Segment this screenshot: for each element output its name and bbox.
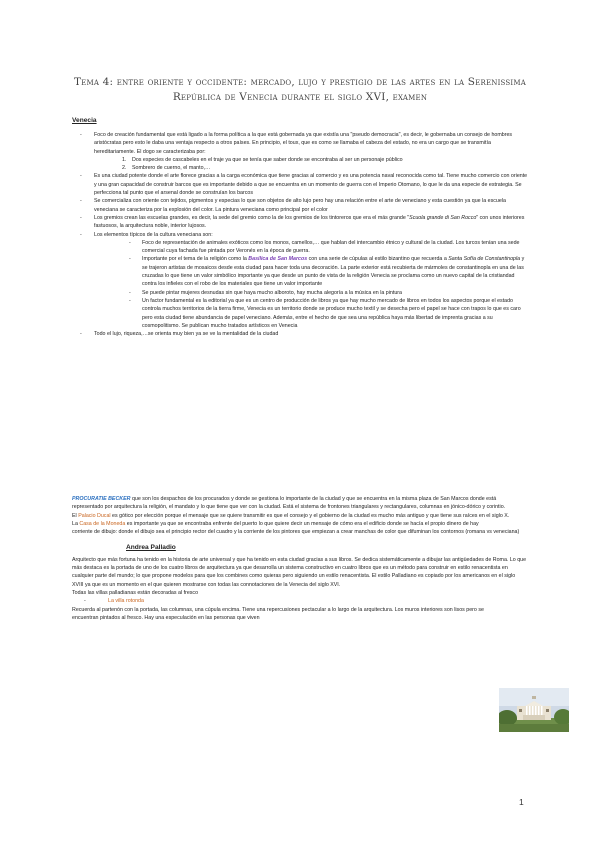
palacio-ducal-link[interactable]: Palacio Ducal	[78, 512, 111, 519]
sub-list-item: - Se puede pintar mujeres desnudas sin que haya mucho alboroto, hay mucha alegoría a la música en la pintura	[129, 289, 403, 296]
list-item: - La villa rotonda	[84, 598, 144, 605]
basilica-link[interactable]: Basílica de San Marcos	[248, 256, 308, 263]
venecia-section	[72, 131, 528, 338]
paragraph: Arquitecto que más fortuna ha tenido en la historia de arte universal y que ha tenido en esta ciudad gracias a sus libros. Se dedica sistemáticamente a dibujar las antigüedades de Roma. Lo que más destaca es la portada de uno de los cuatro libros de arquitectura ya que desarrolla un sistema constructivo en cuatro libros que es un método para construir en estilo renacentista en cualquier parte del mundo; lo que propone modelos para que los combines como quieras pero siguiendo un estilo renacentista. El estilo Palladiano es copiado por los americanos en el siglo XVIII ya que es un momento en el que quieren mostrarse con todas las connotaciones de la Venecia del siglo XVI.	[72, 556, 527, 588]
list-item: - Es una ciudad potente donde el arte florece gracias a la carga económica que tiene gracias al comercio y es una potencia naval reconocida como tal. Tiene mucho comercio con oriente y una gran capacidad de construir barcos que es importante debido a que se encuentra en un momento de guerra con el Imperio Otomano, lo que le da una especie de estrategia. Se perfecciona tal punto que el arsenal donde se construían los barcos	[80, 173, 528, 197]
sub-bullet-text: con una serie de cúpulas al estilo bizantino que recuerda a	[307, 256, 449, 263]
page-number: 1	[519, 797, 524, 807]
ordered-text: Sombrero de cuerno, el manto,…	[132, 165, 211, 172]
sub-bullet-text: Se puede pintar mujeres desnudas sin que haya mucho alboroto, hay mucha alegoría a la música en la pintura	[142, 289, 403, 296]
villa-rotonda-illustration	[499, 688, 569, 732]
procuratie-link[interactable]: PROCURATIE BECKER	[72, 496, 131, 502]
ordered-text: Dos especies de cascabeles en el traje ya que se tenía que saber donde se encontraba al ser un personaje público	[132, 156, 403, 163]
sub-list-item: - Foco de representación de animales exóticos como los monos, camellos,… que hablan del intercambio étnico y cultural de la ciudad. Los turcos tenían una sede comercial cuya fachada fue pintada por Veronés en la época de guerra.	[129, 239, 520, 255]
paragraph-text: que son los despachos de los procurados y donde se gestiona lo importante de la ciudad y que se encuentra en la misma plaza de San Marcos donde está representado por arquitectura la religión, el mandato y lo que tiene que ver con la ciudad. Está el sistema de frontones triangulares y rectangulares, columnas en jónico-dórico y corintio.	[72, 496, 506, 511]
paragraph: Todas las villas palladianas están decoradas al fresco	[72, 589, 199, 596]
sub-list-item: - Importante por el tema de la religión como la Basílica de San Marcos con una serie de cúpulas al estilo bizantino que recuerda a Santa Sofía de Constantinopla y se trajeron artistas de mosaicos desde esta ciudad para hacer toda una decoración. La parte exterior está recubierta de mármoles de constantinopla en una de las cruzadas lo que tiene un valor simbólico importante ya que desde un punto de vista de la religión Venecia se proclama como un nuevo capital de la cristiandad contra los infieles con el robo de los materiales que tiene un valor importante	[129, 256, 525, 288]
list-item: - Los gremios crean las escuelas grandes, es decir, la sede del gremio como la de los gremios de los tintoreros que era el más grande "Scuola grande di San Rocco" con unos interiores fastuosos, la arquitectura noble, interior lujosos.	[80, 214, 525, 230]
bullet-text: Se comercializa con oriente con tejidos, pigmentos y especias lo que son objetos de alto lujo pero hay una relación entre el arte de veneciano y esta cuestión ya que la escuela veneciana se caracteriza por la explosión del color. La pintura veneciana como principal por el color	[94, 198, 506, 213]
santa-sofia-name: Santa Sofía de Constantinopla	[448, 256, 521, 263]
scuola-name: Scuola grande di San Rocco	[409, 214, 477, 221]
sub-bullet-text: y se trajeron artistas de mosaicos desde esta ciudad para hacer toda una decoración. La parte exterior está recubierta de mármoles de constantinopla en una de las cruzadas lo que tiene un valor simbólico importante ya que desde un punto de vista de la religión Venecia se proclama como un nuevo capital de la cristiandad contra los infieles con el robo de los materiales que tiene un valor importante	[142, 256, 525, 288]
sub-list-item: - Un factor fundamental es la editorial ya que es un centro de producción de libros ya que hay mucho mercado de libros en todos los aspectos porque el estado controla muchos territorios de la tierra firme, Venecia es un territorio donde se produce mucho textil y se desecha pero el papel se hace con trapos lo que es caro pero esta ciudad tiene abundancia de papel veneciano. Además, entre el hecho de que sea una república haya más libertad de imprenta gracias a su cosmopolitismo. Se publican mucho tratados artísticos en Venecia	[129, 297, 521, 329]
list-item: 1. Dos especies de cascabeles en el traje ya que se tenía que saber donde se encontraba al ser un personaje público	[122, 156, 403, 163]
paragraph: corriente de dibujo: donde el dibujo sea el principio rector del cuadro y la corriente de los pintores que empiezan a crear manchas de color que difuminan los contornos (romana vs veneciana)	[72, 529, 520, 536]
list-item: - Todo el lujo, riqueza,…se orienta muy bien ya se ve la mentalidad de la ciudad	[80, 331, 279, 338]
casa-moneda-link[interactable]: Casa de la Moneda	[79, 520, 126, 527]
sub-bullet-text: Importante por el tema de la religión como la	[142, 256, 249, 263]
list-item: - Se comercializa con oriente con tejidos, pigmentos y especias lo que son objetos de alto lujo pero hay una relación entre el arte de veneciano y esta cuestión ya que la escuela veneciana se caracteriza por la explosión del color. La pintura veneciana como principal por el color	[80, 198, 506, 213]
paragraph-text: es importante ya que se encontraba enfrente del puerto lo que quiere decir un mensaje de cómo era el edificio donde se hacía el propio dinero de hay	[125, 520, 479, 527]
paragraph-text: La	[72, 520, 80, 527]
list-item: 2. Sombrero de cuerno, el manto,…	[122, 165, 211, 172]
paragraph	[72, 495, 528, 512]
bullet-text: Los gremios crean las escuelas grandes, es decir, la sede del gremio como la de los gremios de los tintoreros que era el más grande "	[94, 214, 410, 221]
paragraph	[72, 512, 528, 520]
villa-rotonda-link[interactable]: La villa rotonda	[108, 598, 144, 605]
heading-venecia: Venecia	[72, 117, 97, 124]
paragraph-text: es gótico por elección porque el mensaje que se quiere transmitir es que el consejo y el gobierno de la ciudad es mucho más antiguo y que tiene sus raíces en el siglo X.	[110, 512, 510, 519]
bullet-text: Es una ciudad potente donde el arte florece gracias a la carga económica que tiene gracias al comercio y es una potencia naval reconocida como tal. Tiene mucho comercio con oriente y una gran capacidad de construir barcos que es importante debido a que se encuentra en un momento de guerra con el Imperio Otomano, lo que le da una especie de estrategia. Se perfecciona tal punto que el arsenal donde se construían los barcos	[94, 173, 528, 197]
bullet-text: Los elementos típicos de la cultura veneciana son:	[94, 231, 213, 238]
paragraph-text: El	[72, 512, 79, 519]
procuratie-section	[72, 495, 528, 622]
villa-rotonda-photo	[499, 688, 569, 732]
heading-andrea-palladio: Andrea Palladio	[126, 544, 176, 552]
list-item: - Foco de creación fundamental que está ligado a la forma política a la que está gobernada ya que existía una "pseudo democracia", es decir, le gobernaba un consejo de hombres aristócratas pero esto le daba una ventaja respecto a otros países. En principio, el toux, que es como se llamaba el cabeza del estado, no era un cargo que se transmitía hereditariamente. El dogo se caracterizaba por:	[80, 132, 513, 155]
bullet-text: Foco de creación fundamental que está ligado a la forma política a la que está gobernada ya que existía una "pseudo democracia", es decir, le gobernaba un consejo de hombres aristócratas pero esto le daba una ventaja respecto a otros países. En principio, el toux, que es como se llamaba el cabeza del estado, no era un cargo que se transmitía hereditariamente. El dogo se caracterizaba por:	[94, 132, 513, 155]
paragraph	[72, 520, 528, 528]
list-item: - Los elementos típicos de la cultura veneciana son:	[80, 231, 213, 238]
bullet-text: Todo el lujo, riqueza,…se orienta muy bien ya se ve la mentalidad de la ciudad	[94, 331, 279, 338]
document-title	[70, 75, 530, 105]
paragraph: Recuerda al partenón con la portada, las columnas, una cúpula encima. Tiene una repercusiones pectacular a lo largo de la arquitectura. Los muros interiores son lisos pero se encuentran pintados al fresco. Hay una especulación en las personas que viven	[72, 606, 484, 621]
sub-bullet-text: Un factor fundamental es la editorial ya que es un centro de producción de libros ya que hay mucho mercado de libros en todos los aspectos porque el estado controla muchos territorios de la tierra firme, Venecia es un territorio donde se produce mucho textil y se desecha pero el papel se hace con trapos lo que es caro pero esta ciudad tiene abundancia de papel veneciano. Además, entre el hecho de que sea una república haya más libertad de imprenta gracias a su cosmopolitismo. Se publican mucho tratados artísticos en Venecia	[142, 297, 521, 329]
sub-bullet-text: Foco de representación de animales exóticos como los monos, camellos,… que hablan del intercambio étnico y cultural de la ciudad. Los turcos tenían una sede comercial cuya fachada fue pintada por Veronés en la época de guerra.	[142, 239, 520, 255]
bullet-text: " con unos interiores fastuosos, la arquitectura noble, interior lujosos.	[94, 214, 525, 230]
title-line-2: República de Venecia durante el siglo XVI, examen	[172, 91, 428, 103]
title-line-1: Tema 4: entre oriente y occidente: mercado, lujo y prestigio de las artes en la Serenissima	[73, 76, 527, 88]
